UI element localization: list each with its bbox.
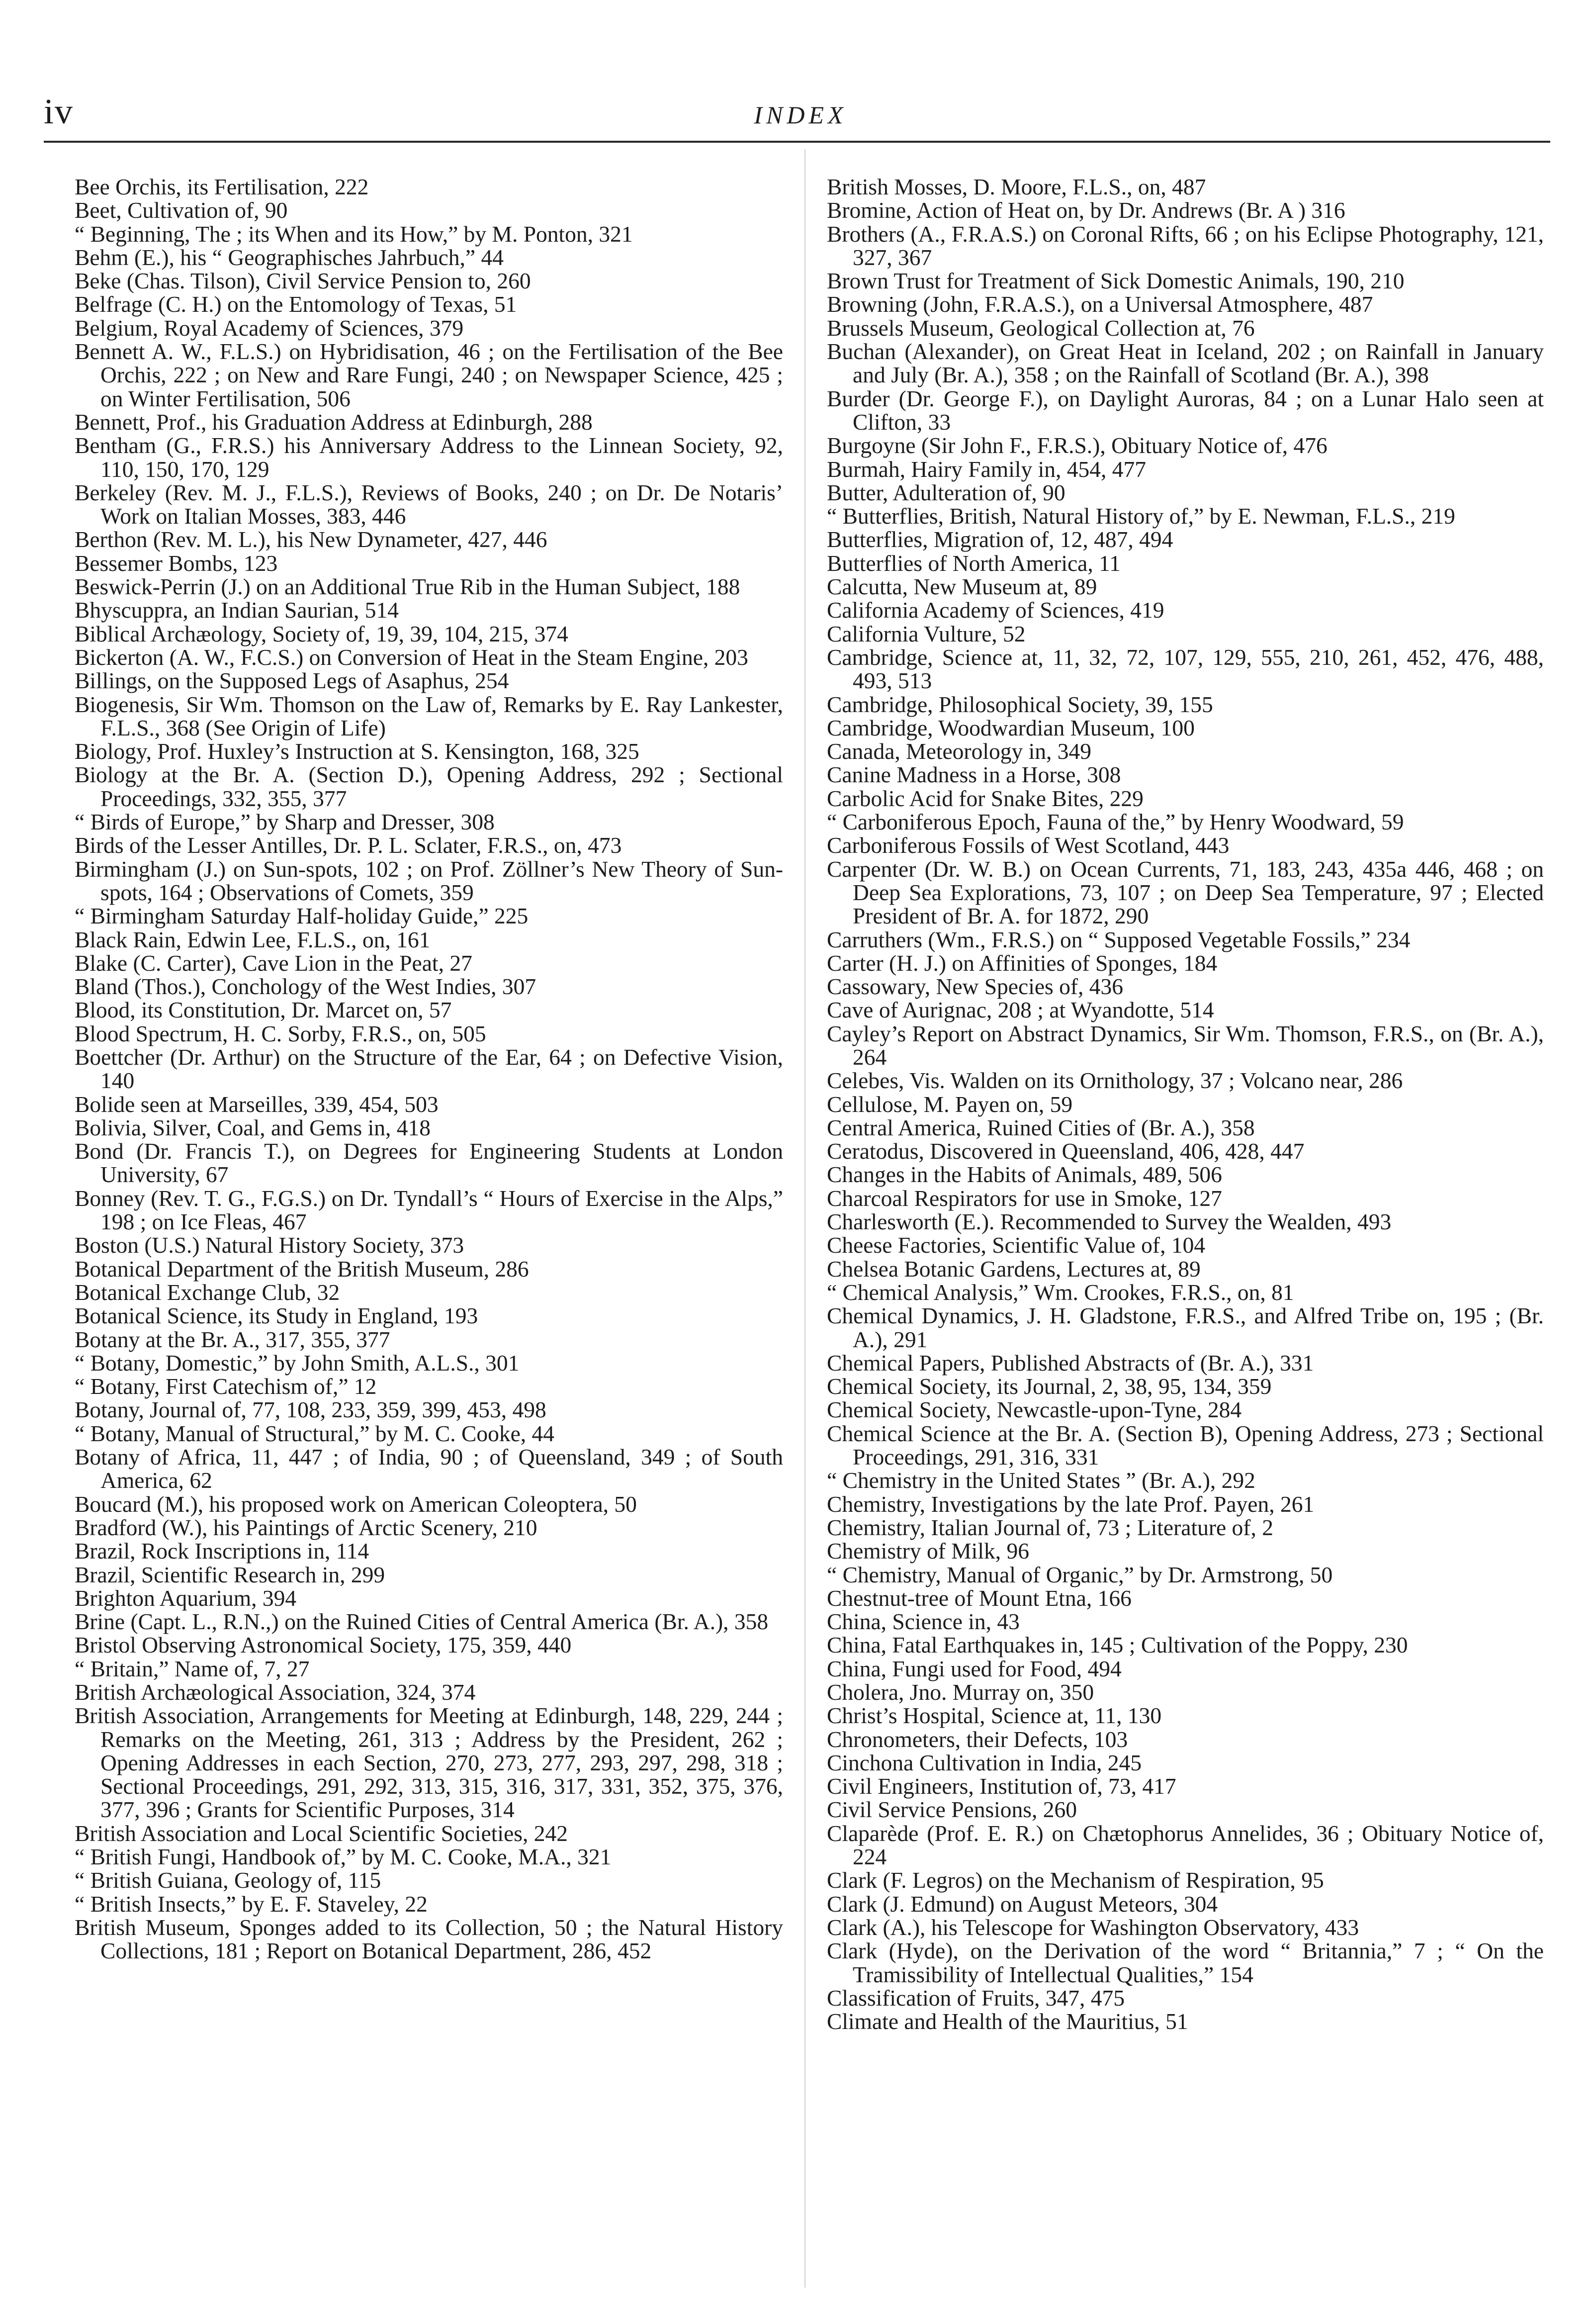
index-entry: Bristol Observing Astronomical Society, 175, 359, 440 bbox=[75, 1632, 572, 1658]
index-entry: China, Science in, 43 bbox=[827, 1609, 1020, 1635]
index-entry: Chemical Dynamics, J. H. Gladstone, F.R.S., and Alfred Tribe on, 195 ; (Br. A.), 291 bbox=[827, 1303, 1544, 1352]
header-rule bbox=[44, 141, 1550, 143]
index-entry: Cassowary, New Species of, 436 bbox=[827, 974, 1124, 1000]
index-entry: “ Butterflies, British, Natural History of,” by E. Newman, F.L.S., 219 bbox=[827, 503, 1455, 529]
index-entry: British Archæological Association, 324, 374 bbox=[75, 1679, 476, 1705]
index-entry: Brine (Capt. L., R.N.,) on the Ruined Cities of Central America (Br. A.), 358 bbox=[75, 1609, 769, 1635]
index-entry: Belfrage (C. H.) on the Entomology of Texas, 51 bbox=[75, 291, 517, 317]
index-entry: Chronometers, their Defects, 103 bbox=[827, 1726, 1128, 1752]
index-entry: Biology at the Br. A. (Section D.), Opening Address, 292 ; Sectional Proceedings, 332, 355, 377 bbox=[75, 762, 783, 811]
index-entry: Chemistry of Milk, 96 bbox=[827, 1538, 1029, 1564]
index-entry: Brown Trust for Treatment of Sick Domestic Animals, 190, 210 bbox=[827, 268, 1405, 294]
index-entry: Birds of the Lesser Antilles, Dr. P. L. Sclater, F.R.S., on, 473 bbox=[75, 832, 622, 858]
index-entry: Boucard (M.), his proposed work on American Coleoptera, 50 bbox=[75, 1491, 637, 1517]
index-entry: British Association, Arrangements for Meeting at Edinburgh, 148, 229, 244 ; Remarks on the Meeting, 261, 313 ; Address by the President, 262 ; Opening Addresses in each Section, 270, 273, 277, 293, 297, 298, 318 ; Sectional Proceedings, 291, 292, 313, 315, 316, 317, 331, 352, 375, 376, 377, 396 ; Grants for Scientific Purposes, 314 bbox=[75, 1703, 783, 1823]
index-entry: Bolide seen at Marseilles, 339, 454, 503 bbox=[75, 1091, 439, 1117]
index-entry: Ceratodus, Discovered in Queensland, 406, 428, 447 bbox=[827, 1138, 1305, 1164]
index-entry: “ British Fungi, Handbook of,” by M. C. Cooke, M.A., 321 bbox=[75, 1844, 612, 1870]
index-entry: “ Birds of Europe,” by Sharp and Dresser, 308 bbox=[75, 809, 495, 835]
index-entry: Cheese Factories, Scientific Value of, 104 bbox=[827, 1232, 1206, 1258]
index-entry: Brazil, Rock Inscriptions in, 114 bbox=[75, 1538, 369, 1564]
index-entry: Cave of Aurignac, 208 ; at Wyandotte, 514 bbox=[827, 997, 1214, 1023]
index-entry: Brussels Museum, Geological Collection at, 76 bbox=[827, 315, 1255, 341]
index-entry: “ Chemistry in the United States ” (Br. A.), 292 bbox=[827, 1468, 1255, 1493]
index-entry: California Vulture, 52 bbox=[827, 621, 1026, 646]
column-divider bbox=[804, 149, 805, 2288]
index-entry: Birmingham (J.) on Sun-spots, 102 ; on Prof. Zöllner’s New Theory of Sun-spots, 164 ; Observations of Comets, 359 bbox=[75, 856, 783, 905]
index-entry: China, Fatal Earthquakes in, 145 ; Cultivation of the Poppy, 230 bbox=[827, 1632, 1408, 1658]
index-entry: Buchan (Alexander), on Great Heat in Iceland, 202 ; on Rainfall in January and July (Br. A.), 358 ; on the Rainfall of Scotland (Br. A.), 398 bbox=[827, 339, 1544, 388]
index-entry: Botanical Department of the British Museum, 286 bbox=[75, 1256, 529, 1282]
index-entry: Belgium, Royal Academy of Sciences, 379 bbox=[75, 315, 464, 341]
index-entry: Bennett A. W., F.L.S.) on Hybridisation, 46 ; on the Fertilisation of the Bee Orchis, 222 ; on New and Rare Fungi, 240 ; on Newspaper Science, 425 ; on Winter Fertilisation, 506 bbox=[75, 339, 783, 411]
index-entry: Clark (J. Edmund) on August Meteors, 304 bbox=[827, 1891, 1218, 1917]
index-entry: Bromine, Action of Heat on, by Dr. Andrews (Br. A ) 316 bbox=[827, 197, 1345, 223]
index-entry: Chemical Society, its Journal, 2, 38, 95, 134, 359 bbox=[827, 1374, 1272, 1399]
index-entry: Botanical Exchange Club, 32 bbox=[75, 1279, 340, 1305]
index-entry: Civil Service Pensions, 260 bbox=[827, 1797, 1077, 1823]
index-entry: Biblical Archæology, Society of, 19, 39, 104, 215, 374 bbox=[75, 621, 568, 646]
index-entry: Canine Madness in a Horse, 308 bbox=[827, 762, 1121, 788]
index-entry: “ Botany, Domestic,” by John Smith, A.L.S., 301 bbox=[75, 1350, 520, 1376]
index-entry: Civil Engineers, Institution of, 73, 417 bbox=[827, 1773, 1176, 1799]
index-entry: Biology, Prof. Huxley’s Instruction at S. Kensington, 168, 325 bbox=[75, 738, 639, 764]
index-entry: Carbolic Acid for Snake Bites, 229 bbox=[827, 785, 1144, 811]
index-entry: Burder (Dr. George F.), on Daylight Auroras, 84 ; on a Lunar Halo seen at Clifton, 33 bbox=[827, 385, 1544, 435]
index-entry: Billings, on the Supposed Legs of Asaphus, 254 bbox=[75, 668, 509, 694]
index-entry: Central America, Ruined Cities of (Br. A.), 358 bbox=[827, 1114, 1255, 1140]
index-entry: Burmah, Hairy Family in, 454, 477 bbox=[827, 456, 1146, 482]
index-entry: Chemical Society, Newcastle-upon-Tyne, 284 bbox=[827, 1397, 1242, 1423]
index-entry: “ Britain,” Name of, 7, 27 bbox=[75, 1656, 310, 1681]
index-entry: Botany of Africa, 11, 447 ; of India, 90 ; of Queensland, 349 ; of South America, 62 bbox=[75, 1444, 783, 1493]
index-entry: Blood Spectrum, H. C. Sorby, F.R.S., on, 505 bbox=[75, 1020, 486, 1046]
index-entry: Butter, Adulteration of, 90 bbox=[827, 479, 1065, 505]
index-entry: Classification of Fruits, 347, 475 bbox=[827, 1985, 1125, 2011]
index-entry: Chemistry, Italian Journal of, 73 ; Literature of, 2 bbox=[827, 1514, 1273, 1540]
running-head: INDEX bbox=[754, 101, 847, 129]
index-entry: Cambridge, Philosophical Society, 39, 155 bbox=[827, 691, 1213, 717]
index-entry: Cholera, Jno. Murray on, 350 bbox=[827, 1679, 1094, 1705]
index-entry: Botany at the Br. A., 317, 355, 377 bbox=[75, 1326, 390, 1352]
index-entry: Changes in the Habits of Animals, 489, 506 bbox=[827, 1162, 1222, 1188]
index-entry: Blake (C. Carter), Cave Lion in the Peat, 27 bbox=[75, 950, 472, 976]
index-entry: Bhyscuppra, an Indian Saurian, 514 bbox=[75, 597, 399, 623]
index-entry: Bennett, Prof., his Graduation Address at Edinburgh, 288 bbox=[75, 409, 593, 435]
index-entry: Chemical Papers, Published Abstracts of (Br. A.), 331 bbox=[827, 1350, 1314, 1376]
index-entry: Boston (U.S.) Natural History Society, 373 bbox=[75, 1232, 464, 1258]
index-entry: Bradford (W.), his Paintings of Arctic Scenery, 210 bbox=[75, 1514, 537, 1540]
index-entry: Biogenesis, Sir Wm. Thomson on the Law of, Remarks by E. Ray Lankester, F.L.S., 368 (See Origin of Life) bbox=[75, 691, 783, 740]
index-entry: Chestnut-tree of Mount Etna, 166 bbox=[827, 1585, 1132, 1611]
index-entry: Botany, Journal of, 77, 108, 233, 359, 399, 453, 498 bbox=[75, 1397, 546, 1423]
index-column-left bbox=[75, 175, 783, 1963]
index-entry: Chelsea Botanic Gardens, Lectures at, 89 bbox=[827, 1256, 1201, 1282]
index-entry: Botanical Science, its Study in England, 193 bbox=[75, 1303, 478, 1329]
index-entry: Butterflies, Migration of, 12, 487, 494 bbox=[827, 527, 1173, 553]
index-entry: Butterflies of North America, 11 bbox=[827, 550, 1121, 576]
index-entry: “ Beginning, The ; its When and its How,” by M. Ponton, 321 bbox=[75, 221, 633, 247]
index-column-right bbox=[827, 175, 1544, 2033]
index-entry: Berkeley (Rev. M. J., F.L.S.), Reviews of Books, 240 ; on Dr. De Notaris’ Work on Italian Mosses, 383, 446 bbox=[75, 479, 783, 529]
index-entry: Charlesworth (E.). Recommended to Survey the Wealden, 493 bbox=[827, 1209, 1392, 1235]
index-entry: Canada, Meteorology in, 349 bbox=[827, 738, 1091, 764]
index-entry: Bonney (Rev. T. G., F.G.S.) on Dr. Tyndall’s “ Hours of Exercise in the Alps,” 198 ; on Ice Fleas, 467 bbox=[75, 1185, 783, 1235]
index-entry: “ British Guiana, Geology of, 115 bbox=[75, 1867, 381, 1893]
index-entry: “ Chemistry, Manual of Organic,” by Dr. Armstrong, 50 bbox=[827, 1562, 1333, 1587]
index-entry: Cambridge, Woodwardian Museum, 100 bbox=[827, 715, 1195, 740]
index-entry: “ Botany, First Catechism of,” 12 bbox=[75, 1374, 377, 1399]
index-entry: Chemistry, Investigations by the late Prof. Payen, 261 bbox=[827, 1491, 1315, 1517]
index-entry: British Association and Local Scientific Societies, 242 bbox=[75, 1820, 568, 1846]
index-entry: “ Chemical Analysis,” Wm. Crookes, F.R.S., on, 81 bbox=[827, 1279, 1294, 1305]
index-entry: Claparède (Prof. E. R.) on Chætophorus Annelides, 36 ; Obituary Notice of, 224 bbox=[827, 1820, 1544, 1870]
index-entry: Charcoal Respirators for use in Smoke, 127 bbox=[827, 1185, 1222, 1211]
page-number: iv bbox=[44, 92, 74, 131]
index-entry: Christ’s Hospital, Science at, 11, 130 bbox=[827, 1703, 1162, 1729]
index-entry: Bolivia, Silver, Coal, and Gems in, 418 bbox=[75, 1114, 431, 1140]
index-entry: Cellulose, M. Payen on, 59 bbox=[827, 1091, 1073, 1117]
index-entry: “ Botany, Manual of Structural,” by M. C. Cooke, 44 bbox=[75, 1420, 555, 1446]
index-entry: Beet, Cultivation of, 90 bbox=[75, 197, 288, 223]
index-entry: Brazil, Scientific Research in, 299 bbox=[75, 1562, 385, 1587]
index-entry: Chemical Science at the Br. A. (Section B), Opening Address, 273 ; Sectional Proceedings, 291, 316, 331 bbox=[827, 1420, 1544, 1470]
index-entry: Brighton Aquarium, 394 bbox=[75, 1585, 297, 1611]
index-entry: Carter (H. J.) on Affinities of Sponges, 184 bbox=[827, 950, 1218, 976]
index-entry: Cayley’s Report on Abstract Dynamics, Sir Wm. Thomson, F.R.S., on (Br. A.), 264 bbox=[827, 1020, 1544, 1070]
index-entry: British Museum, Sponges added to its Collection, 50 ; the Natural History Collections, 181 ; Report on Botanical Department, 286, 452 bbox=[75, 1914, 783, 1964]
index-entry: Climate and Health of the Mauritius, 51 bbox=[827, 2009, 1188, 2034]
index-entry: Bentham (G., F.R.S.) his Anniversary Address to the Linnean Society, 92, 110, 150, 170, 129 bbox=[75, 433, 783, 482]
index-entry: “ Birmingham Saturday Half-holiday Guide,” 225 bbox=[75, 903, 529, 929]
index-entry: British Mosses, D. Moore, F.L.S., on, 487 bbox=[827, 174, 1206, 199]
index-entry: Burgoyne (Sir John F., F.R.S.), Obituary Notice of, 476 bbox=[827, 433, 1328, 459]
index-entry: Behm (E.), his “ Geographisches Jahrbuch,” 44 bbox=[75, 244, 504, 270]
index-entry: Clark (A.), his Telescope for Washington Observatory, 433 bbox=[827, 1914, 1359, 1940]
index-entry: Blood, its Constitution, Dr. Marcet on, 57 bbox=[75, 997, 452, 1023]
index-entry: “ Carboniferous Epoch, Fauna of the,” by Henry Woodward, 59 bbox=[827, 809, 1404, 835]
index-entry: Bessemer Bombs, 123 bbox=[75, 550, 278, 576]
index-entry: Berthon (Rev. M. L.), his New Dynameter, 427, 446 bbox=[75, 527, 547, 553]
index-entry: Brothers (A., F.R.A.S.) on Coronal Rifts, 66 ; on his Eclipse Photography, 121, 327, 367 bbox=[827, 221, 1544, 270]
index-entry: Boettcher (Dr. Arthur) on the Structure of the Ear, 64 ; on Defective Vision, 140 bbox=[75, 1044, 783, 1094]
index-entry: Browning (John, F.R.A.S.), on a Universal Atmosphere, 487 bbox=[827, 291, 1373, 317]
index-entry: “ British Insects,” by E. F. Staveley, 22 bbox=[75, 1891, 428, 1917]
index-entry: Clark (F. Legros) on the Mechanism of Respiration, 95 bbox=[827, 1867, 1324, 1893]
index-entry: Carruthers (Wm., F.R.S.) on “ Supposed Vegetable Fossils,” 234 bbox=[827, 926, 1411, 952]
index-entry: Carboniferous Fossils of West Scotland, 443 bbox=[827, 832, 1230, 858]
index-entry: Bland (Thos.), Conchology of the West Indies, 307 bbox=[75, 974, 536, 1000]
index-entry: China, Fungi used for Food, 494 bbox=[827, 1656, 1122, 1681]
index-entry: Black Rain, Edwin Lee, F.L.S., on, 161 bbox=[75, 926, 431, 952]
index-entry: Cambridge, Science at, 11, 32, 72, 107, 129, 555, 210, 261, 452, 476, 488, 493, 513 bbox=[827, 644, 1544, 694]
index-entry: Bond (Dr. Francis T.), on Degrees for Engineering Students at London University, 67 bbox=[75, 1138, 783, 1188]
index-entry: Cinchona Cultivation in India, 245 bbox=[827, 1750, 1142, 1775]
index-entry: Beswick-Perrin (J.) on an Additional True Rib in the Human Subject, 188 bbox=[75, 574, 740, 600]
index-entry: Beke (Chas. Tilson), Civil Service Pension to, 260 bbox=[75, 268, 531, 294]
index-entry: Celebes, Vis. Walden on its Ornithology, 37 ; Volcano near, 286 bbox=[827, 1068, 1403, 1094]
index-entry: Clark (Hyde), on the Derivation of the word “ Britannia,” 7 ; “ On the Tramissibility of Intellectual Qualities,” 154 bbox=[827, 1938, 1544, 1987]
index-entry: Carpenter (Dr. W. B.) on Ocean Currents, 71, 183, 243, 435a 446, 468 ; on Deep Sea Explorations, 73, 107 ; on Deep Sea Temperature, 97 ; Elected President of Br. A. for 1872, 290 bbox=[827, 856, 1544, 929]
index-entry: Calcutta, New Museum at, 89 bbox=[827, 574, 1097, 600]
index-entry: Bee Orchis, its Fertilisation, 222 bbox=[75, 174, 369, 199]
index-entry: California Academy of Sciences, 419 bbox=[827, 597, 1164, 623]
index-entry: Bickerton (A. W., F.C.S.) on Conversion of Heat in the Steam Engine, 203 bbox=[75, 644, 748, 670]
